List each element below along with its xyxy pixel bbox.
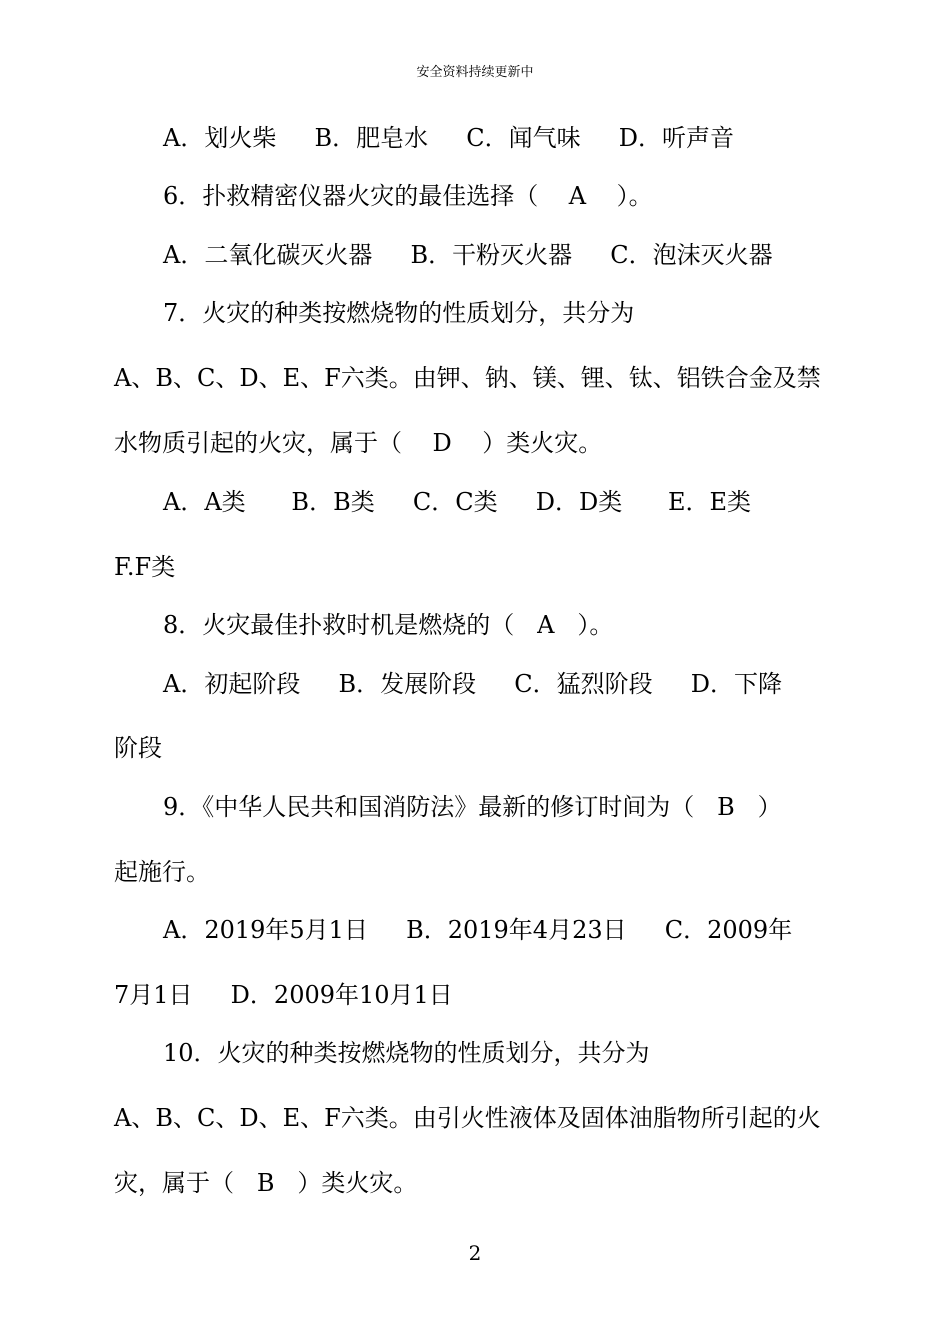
q6-question-line: 6．扑救精密仪器火灾的最佳选择（ A ）。 [163,182,653,210]
q9-options-line-2: 7月1日 D．2009年10月1日 [114,981,453,1009]
q7-question-line-2: A、B、C、D、E、F六类。由钾、钠、镁、锂、钛、铝铁合金及禁 [114,364,821,392]
q7-question-line-1: 7．火灾的种类按燃烧物的性质划分，共分为 [163,299,635,327]
q10-question-line-1: 10．火灾的种类按燃烧物的性质划分，共分为 [163,1039,650,1067]
q9-question-line-2: 起施行。 [114,858,210,886]
q8-options-line-2: 阶段 [114,734,162,762]
q6-options-line: A．二氧化碳灭火器 B．干粉灭火器 C．泡沫灭火器 [163,241,773,269]
page-header: 安全资料持续更新中 [416,65,534,80]
q8-question-line: 8．火灾最佳扑救时机是燃烧的（ A ）。 [163,611,614,639]
page-number: 2 [468,1241,482,1265]
q9-question-line-1: 9．《中华人民共和国消防法》最新的修订时间为（ B ） [163,793,782,821]
q9-options-line-1: A．2019年5月1日 B．2019年4月23日 C．2009年 [163,916,793,944]
q5-options-line: A．划火柴 B．肥皂水 C．闻气味 D．听声音 [163,124,735,152]
q10-question-line-2: A、B、C、D、E、F六类。由引火性液体及固体油脂物所引起的火 [114,1104,821,1132]
q7-options-line-2: F.F类 [114,553,176,581]
q7-options-line-1: A．A类 B．B类 C．C类 D．D类 E．E类 [163,488,752,516]
q10-question-line-3: 灾，属于（ B ）类火灾。 [114,1169,418,1197]
q8-options-line-1: A．初起阶段 B．发展阶段 C．猛烈阶段 D．下降 [163,670,783,698]
q7-question-line-3: 水物质引起的火灾，属于（ D ）类火灾。 [114,429,603,457]
